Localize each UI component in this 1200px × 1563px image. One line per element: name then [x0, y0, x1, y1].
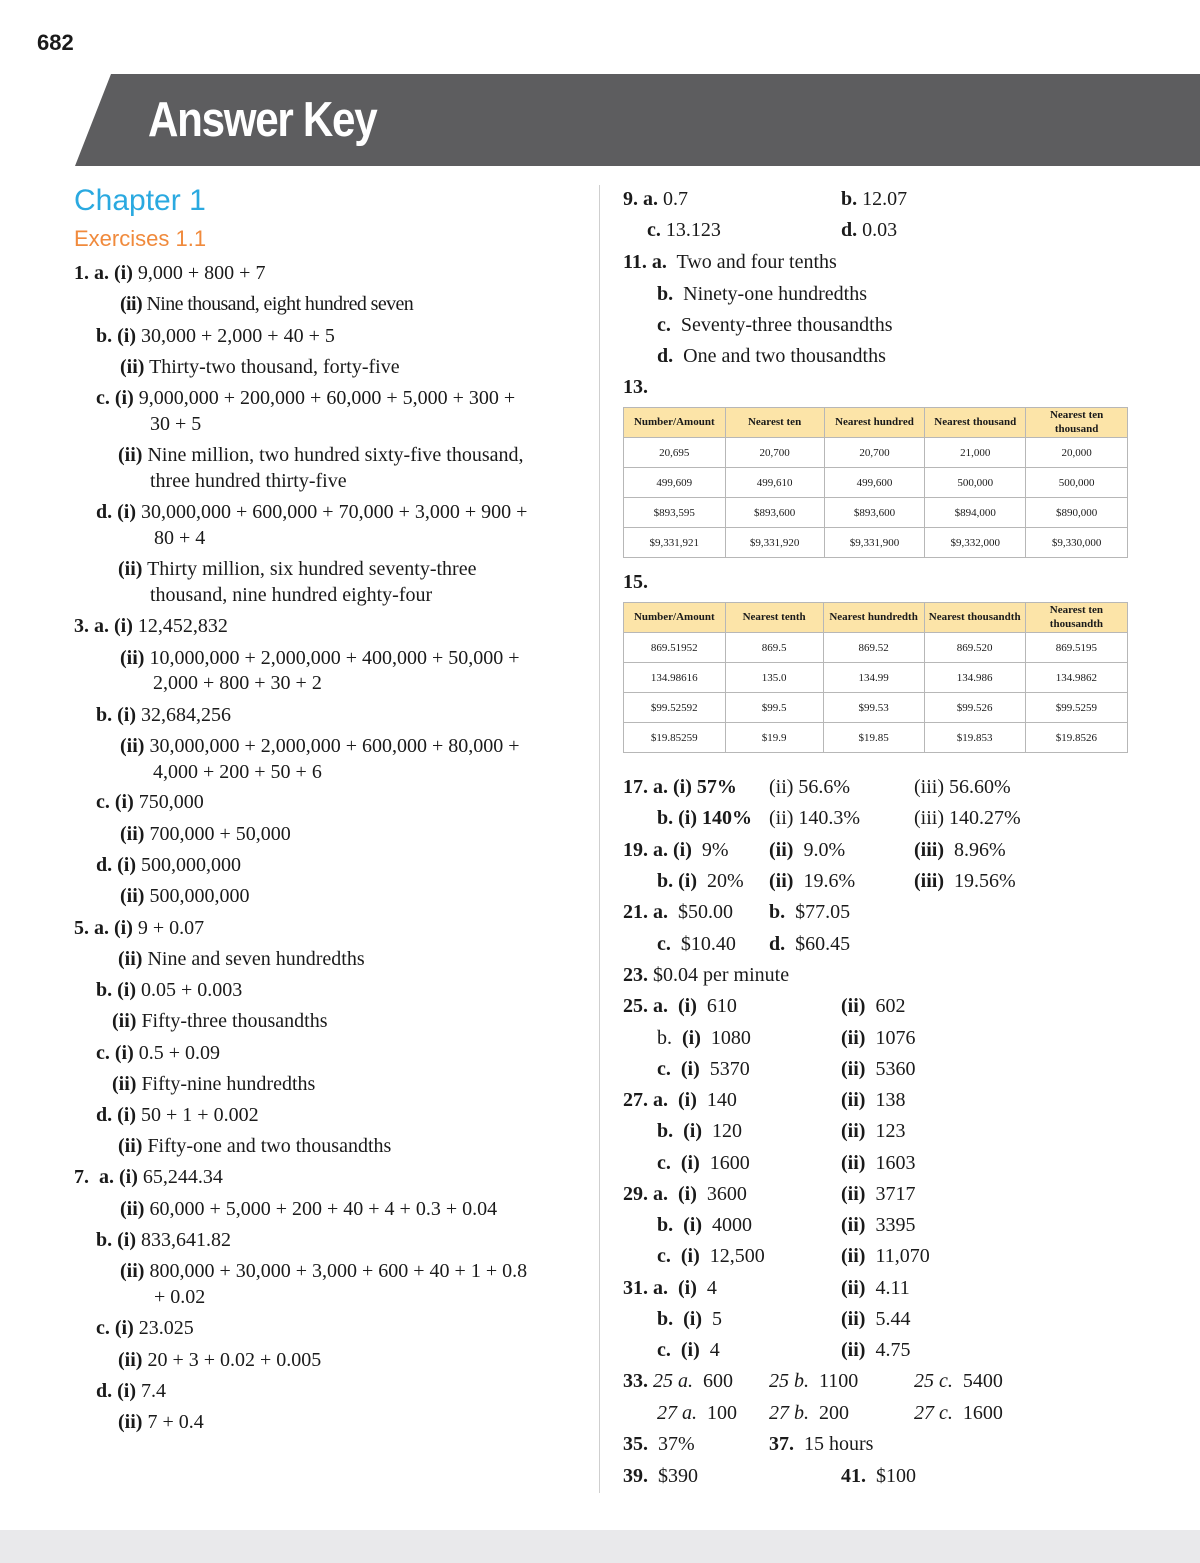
table-cell: 500,000 — [1026, 468, 1128, 498]
q25-b-i: b. (i) 1080 — [657, 1027, 751, 1049]
q29-a-ii: (ii) 3717 — [841, 1183, 916, 1205]
q25-c-i: c. (i) 5370 — [657, 1058, 750, 1080]
q1-d-i: d. (i) 30,000,000 + 600,000 + 70,000 + 3,000 + 900 + — [96, 501, 528, 523]
table-header-row — [624, 603, 1128, 633]
q9-b: b. 12.07 — [841, 188, 908, 210]
table-cell: $19.8526 — [1025, 723, 1127, 753]
q11-b: b. Ninety-one hundredths — [657, 283, 867, 305]
answer-35: 35. 37% — [623, 1433, 695, 1455]
q33-27b: 27 b. 200 — [769, 1402, 849, 1424]
table-cell: $9,332,000 — [925, 528, 1026, 558]
table-row — [624, 633, 1128, 663]
q19-a-ii: (ii) 9.0% — [769, 839, 846, 861]
table-row — [624, 663, 1128, 693]
q7-c-i: c. (i) 23.025 — [96, 1317, 194, 1339]
column-divider — [599, 185, 600, 1493]
q1-b-ii: (ii) Thirty-two thousand, forty-five — [120, 356, 400, 378]
table-cell: 134.986 — [924, 663, 1025, 693]
q19-a-i: 19. a. (i) 9% — [623, 839, 729, 861]
table-row — [624, 468, 1128, 498]
table-header-cell: Nearest hundred — [824, 408, 925, 438]
table-cell: $99.526 — [924, 693, 1025, 723]
q1-c-i-cont: 30 + 5 — [150, 413, 202, 435]
q17-a-iii: (iii) 56.60% — [914, 776, 1011, 798]
q31-b-ii: (ii) 5.44 — [841, 1308, 911, 1330]
q1-d-ii: (ii) Thirty million, six hundred seventy-three — [118, 558, 477, 580]
q33-25c: 25 c. 5400 — [914, 1370, 1003, 1392]
table-row — [624, 498, 1128, 528]
q13-label: 13. — [623, 376, 648, 398]
q15-label: 15. — [623, 571, 648, 593]
table-cell: $99.5259 — [1025, 693, 1127, 723]
q17-a-ii: (ii) 56.6% — [769, 776, 851, 798]
q1-a-ii: (ii) Nine thousand, eight hundred seven — [120, 293, 414, 315]
table-cell: 869.5 — [725, 633, 823, 663]
table-cell: $19.85 — [823, 723, 924, 753]
q3-a-i: 3. a. (i) 12,452,832 — [74, 615, 228, 637]
q3-c-ii: (ii) 700,000 + 50,000 — [120, 823, 291, 845]
table-header-cell: Number/Amount — [624, 603, 726, 633]
table-cell: 499,609 — [624, 468, 726, 498]
q5-a-i: 5. a. (i) 9 + 0.07 — [74, 917, 205, 939]
table-cell: $99.53 — [823, 693, 924, 723]
table-cell: 134.9862 — [1025, 663, 1127, 693]
q5-a-ii: (ii) Nine and seven hundredths — [118, 948, 365, 970]
q5-b-i: b. (i) 0.05 + 0.003 — [96, 979, 243, 1001]
q3-b-ii: (ii) 30,000,000 + 2,000,000 + 600,000 + 80,000 + — [120, 735, 520, 757]
q5-b-ii: (ii) Fifty-three thousandths — [112, 1010, 328, 1032]
q19-a-iii: (iii) 8.96% — [914, 839, 1006, 861]
answer-41: 41. $100 — [841, 1465, 916, 1487]
table-cell: 499,610 — [725, 468, 824, 498]
chapter-title: Chapter 1 — [74, 184, 206, 217]
q25-a-i: 25. a. (i) 610 — [623, 995, 737, 1017]
table-header-cell: Nearest hundredth — [823, 603, 924, 633]
q19-b-i: b. (i) 20% — [657, 870, 744, 892]
q3-b-i: b. (i) 32,684,256 — [96, 704, 232, 726]
banner-title: Answer Key — [148, 93, 377, 147]
table-header-cell: Nearest thousand — [925, 408, 1026, 438]
q25-a-ii: (ii) 602 — [841, 995, 906, 1017]
table-header-row — [624, 408, 1128, 438]
q21-a: 21. a. $50.00 — [623, 901, 733, 923]
table-header-cell: Number/Amount — [624, 408, 726, 438]
q11-d: d. One and two thousandths — [657, 345, 886, 367]
q9-c: c. 13.123 — [647, 219, 721, 241]
q27-a-i: 27. a. (i) 140 — [623, 1089, 737, 1111]
q33-27c: 27 c. 1600 — [914, 1402, 1003, 1424]
q27-c-ii: (ii) 1603 — [841, 1152, 916, 1174]
table-cell: 134.98616 — [624, 663, 726, 693]
q29-c-ii: (ii) 11,070 — [841, 1245, 930, 1267]
q1-a-i: 1. a. (i) 9,000 + 800 + 7 — [74, 262, 266, 284]
q29-a-i: 29. a. (i) 3600 — [623, 1183, 747, 1205]
table-cell: 869.51952 — [624, 633, 726, 663]
table-cell: $99.5 — [725, 693, 823, 723]
q3-c-i: c. (i) 750,000 — [96, 791, 204, 813]
table-header-cell: Nearest thousandth — [924, 603, 1025, 633]
table-row — [624, 723, 1128, 753]
table-cell: $893,595 — [624, 498, 726, 528]
table-cell: $9,331,921 — [624, 528, 726, 558]
q3-a-ii: (ii) 10,000,000 + 2,000,000 + 400,000 + 50,000 + — [120, 647, 520, 669]
q33-27a: 27 a. 100 — [657, 1402, 737, 1424]
table-header-cell: Nearest ten thousand — [1026, 408, 1128, 438]
table-row — [624, 528, 1128, 558]
rounding-table-13 — [623, 407, 1128, 558]
table-cell: 500,000 — [925, 468, 1026, 498]
q25-b-ii: (ii) 1076 — [841, 1027, 916, 1049]
q5-c-ii: (ii) Fifty-nine hundredths — [112, 1073, 316, 1095]
rounding-table-15 — [623, 602, 1128, 753]
answer-37: 37. 15 hours — [769, 1433, 874, 1455]
q7-c-ii: (ii) 20 + 3 + 0.02 + 0.005 — [118, 1349, 322, 1371]
q1-c-ii: (ii) Nine million, two hundred sixty-five thousand, — [118, 444, 524, 466]
q33-25a: 33. 25 a. 600 — [623, 1370, 733, 1392]
page-footer-bar — [0, 1530, 1200, 1563]
q21-b: b. $77.05 — [769, 901, 851, 923]
q7-b-ii-cont: + 0.02 — [154, 1286, 206, 1308]
q1-c-ii-cont: three hundred thirty-five — [150, 470, 347, 492]
table-cell: $894,000 — [925, 498, 1026, 528]
q7-d-i: d. (i) 7.4 — [96, 1380, 167, 1402]
table-cell: $19.9 — [725, 723, 823, 753]
table-cell: 869.5195 — [1025, 633, 1127, 663]
q7-b-i: b. (i) 833,641.82 — [96, 1229, 232, 1251]
q9-d: d. 0.03 — [841, 219, 898, 241]
table-cell: 20,000 — [1026, 438, 1128, 468]
exercise-title: Exercises 1.1 — [74, 226, 207, 251]
q31-c-ii: (ii) 4.75 — [841, 1339, 911, 1361]
q3-a-ii-cont: 2,000 + 800 + 30 + 2 — [153, 672, 322, 694]
q27-a-ii: (ii) 138 — [841, 1089, 906, 1111]
q5-c-i: c. (i) 0.5 + 0.09 — [96, 1042, 221, 1064]
q17-b-ii: (ii) 140.3% — [769, 807, 861, 829]
q27-b-i: b. (i) 120 — [657, 1120, 743, 1142]
q21-c: c. $10.40 — [657, 933, 736, 955]
table-cell: 869.520 — [924, 633, 1025, 663]
table-cell: 135.0 — [725, 663, 823, 693]
table-header-cell: Nearest ten thousandth — [1025, 603, 1127, 633]
table-cell: 20,700 — [824, 438, 925, 468]
table-cell: $19.85259 — [624, 723, 726, 753]
table-cell: $890,000 — [1026, 498, 1128, 528]
table-cell: $9,331,900 — [824, 528, 925, 558]
q29-b-ii: (ii) 3395 — [841, 1214, 916, 1236]
q3-d-i: d. (i) 500,000,000 — [96, 854, 242, 876]
q1-b-i: b. (i) 30,000 + 2,000 + 40 + 5 — [96, 325, 335, 347]
q19-b-ii: (ii) 19.6% — [769, 870, 856, 892]
q19-b-iii: (iii) 19.56% — [914, 870, 1016, 892]
q27-c-i: c. (i) 1600 — [657, 1152, 750, 1174]
answer-39: 39. $390 — [623, 1465, 698, 1487]
q7-d-ii: (ii) 7 + 0.4 — [118, 1411, 204, 1433]
q29-b-i: b. (i) 4000 — [657, 1214, 753, 1236]
q3-d-ii: (ii) 500,000,000 — [120, 885, 250, 907]
q3-b-ii-cont: 4,000 + 200 + 50 + 6 — [153, 761, 322, 783]
q5-d-i: d. (i) 50 + 1 + 0.002 — [96, 1104, 259, 1126]
q7-a-i: 7. a. (i) 65,244.34 — [74, 1166, 223, 1188]
q25-c-ii: (ii) 5360 — [841, 1058, 916, 1080]
table-row — [624, 438, 1128, 468]
table-row — [624, 693, 1128, 723]
q1-d-i-cont: 80 + 4 — [154, 527, 206, 549]
q33-25b: 25 b. 1100 — [769, 1370, 859, 1392]
table-cell: $19.853 — [924, 723, 1025, 753]
table-header-cell: Nearest ten — [725, 408, 824, 438]
table-cell: 499,600 — [824, 468, 925, 498]
table-cell: 20,700 — [725, 438, 824, 468]
q7-a-ii: (ii) 60,000 + 5,000 + 200 + 40 + 4 + 0.3 + 0.04 — [120, 1198, 498, 1220]
q17-b-iii: (iii) 140.27% — [914, 807, 1021, 829]
page-number: 682 — [37, 30, 74, 55]
table-header-cell: Nearest tenth — [725, 603, 823, 633]
table-cell: 134.99 — [823, 663, 924, 693]
table-cell: $893,600 — [824, 498, 925, 528]
table-cell: $9,331,920 — [725, 528, 824, 558]
q31-c-i: c. (i) 4 — [657, 1339, 720, 1361]
table-cell: $893,600 — [725, 498, 824, 528]
q9-a: 9. a. 0.7 — [623, 188, 688, 210]
q7-b-ii: (ii) 800,000 + 30,000 + 3,000 + 600 + 40 + 1 + 0.8 — [120, 1260, 528, 1282]
q31-a-ii: (ii) 4.11 — [841, 1277, 910, 1299]
q11-c: c. Seventy-three thousandths — [657, 314, 893, 336]
answer-23: 23. $0.04 per minute — [623, 964, 790, 986]
table-cell: $99.52592 — [624, 693, 726, 723]
q1-d-ii-cont: thousand, nine hundred eighty-four — [150, 584, 433, 606]
q17-a-i: 17. a. (i) 57% — [623, 776, 737, 798]
q11-a: 11. a. Two and four tenths — [623, 251, 837, 273]
table-cell: 21,000 — [925, 438, 1026, 468]
q31-a-i: 31. a. (i) 4 — [623, 1277, 717, 1299]
q5-d-ii: (ii) Fifty-one and two thousandths — [118, 1135, 392, 1157]
q29-c-i: c. (i) 12,500 — [657, 1245, 765, 1267]
q21-d: d. $60.45 — [769, 933, 851, 955]
q1-c-i: c. (i) 9,000,000 + 200,000 + 60,000 + 5,000 + 300 + — [96, 387, 516, 409]
table-cell: 20,695 — [624, 438, 726, 468]
table-cell: $9,330,000 — [1026, 528, 1128, 558]
q17-b-i: b. (i) 140% — [657, 807, 752, 829]
q27-b-ii: (ii) 123 — [841, 1120, 906, 1142]
table-cell: 869.52 — [823, 633, 924, 663]
q31-b-i: b. (i) 5 — [657, 1308, 723, 1330]
